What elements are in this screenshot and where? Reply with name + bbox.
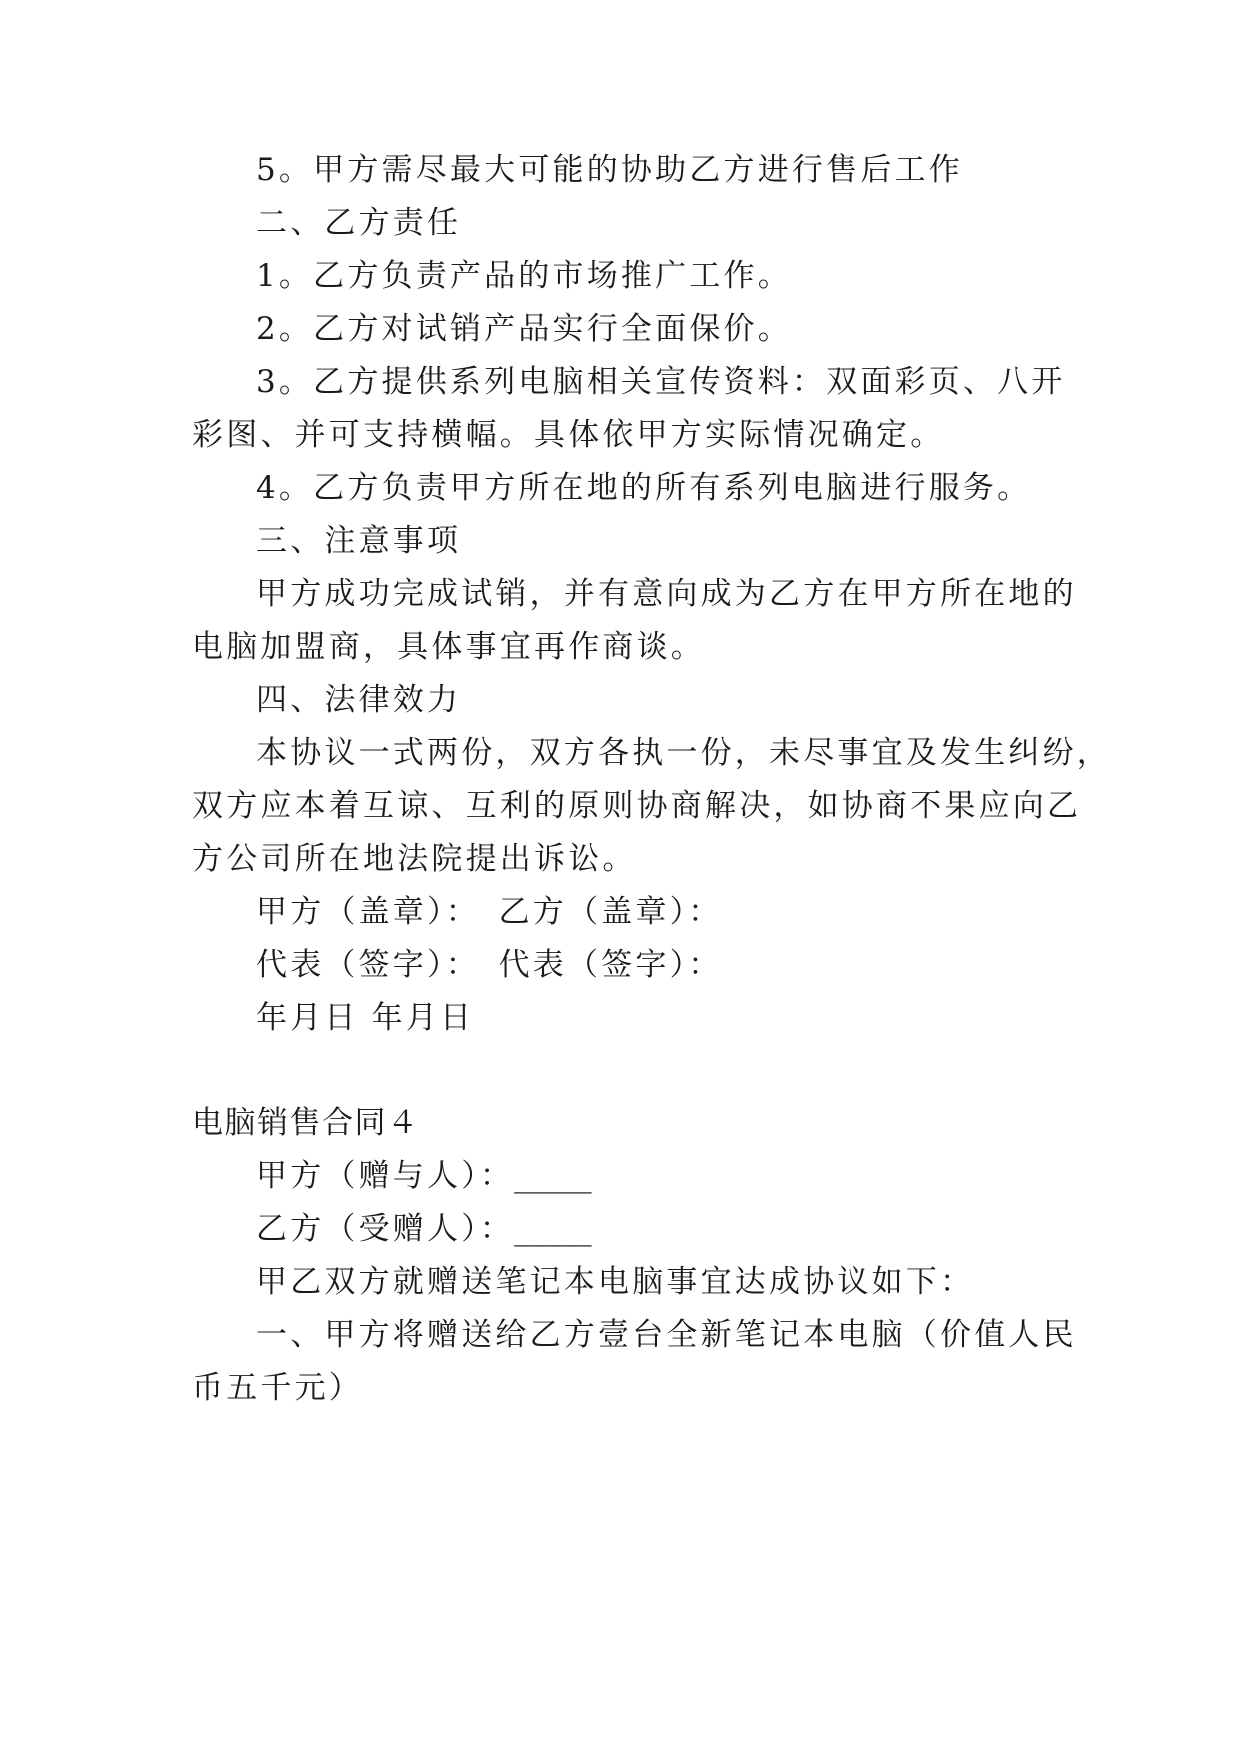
clause-yi-3-line2: 彩图、并可支持横幅。具体依甲方实际情况确定。 bbox=[192, 417, 945, 453]
section-heading-4: 四、法律效力 bbox=[256, 682, 462, 718]
clause-jia-5: 5。甲方需尽最大可能的协助乙方进行售后工作 bbox=[256, 152, 963, 188]
party-jia-label: 甲方（赠与人）： bbox=[256, 1158, 515, 1194]
clause-yi-2: 2。乙方对试销产品实行全面保价。 bbox=[256, 311, 792, 347]
party-yi-line bbox=[192, 1209, 1116, 1249]
party-jia-line bbox=[192, 1156, 1116, 1196]
section-heading-2: 二、乙方责任 bbox=[256, 205, 462, 241]
seal-line: 甲方（盖章）： 乙方（盖章）： bbox=[256, 894, 723, 930]
party-yi-label: 乙方（受赠人）： bbox=[256, 1211, 515, 1247]
legal-line3: 方公司所在地法院提出诉讼。 bbox=[192, 841, 637, 877]
date-line: 年月日 年月日 bbox=[256, 1000, 475, 1036]
legal-line2: 双方应本着互谅、互利的原则协商解决，如协商不果应向乙 bbox=[192, 788, 1082, 824]
clause-yi-1: 1。乙方负责产品的市场推广工作。 bbox=[256, 258, 792, 294]
notice-line2: 电脑加盟商，具体事宜再作商谈。 bbox=[192, 629, 705, 665]
gift-clause-line2: 币五千元） bbox=[192, 1370, 363, 1406]
agreement-intro: 甲乙双方就赠送笔记本电脑事宜达成协议如下： bbox=[256, 1264, 975, 1300]
party-yi-blank: _____ bbox=[514, 1211, 592, 1247]
clause-yi-3-line1: 3。乙方提供系列电脑相关宣传资料：双面彩页、八开 bbox=[256, 364, 1066, 400]
clause-yi-4: 4。乙方负责甲方所在地的所有系列电脑进行服务。 bbox=[256, 470, 1032, 506]
contract-title: 电脑销售合同４ bbox=[192, 1105, 420, 1141]
section-heading-3: 三、注意事项 bbox=[256, 523, 462, 559]
legal-line1: 本协议一式两份，双方各执一份，未尽事宜及发生纠纷， bbox=[256, 735, 1111, 771]
gift-clause-line1: 一、甲方将赠送给乙方壹台全新笔记本电脑（价值人民 bbox=[256, 1317, 1077, 1353]
signature-line: 代表（签字）： 代表（签字）： bbox=[256, 947, 723, 983]
notice-line1: 甲方成功完成试销，并有意向成为乙方在甲方所在地的 bbox=[256, 576, 1077, 612]
party-jia-blank: _____ bbox=[514, 1158, 592, 1194]
